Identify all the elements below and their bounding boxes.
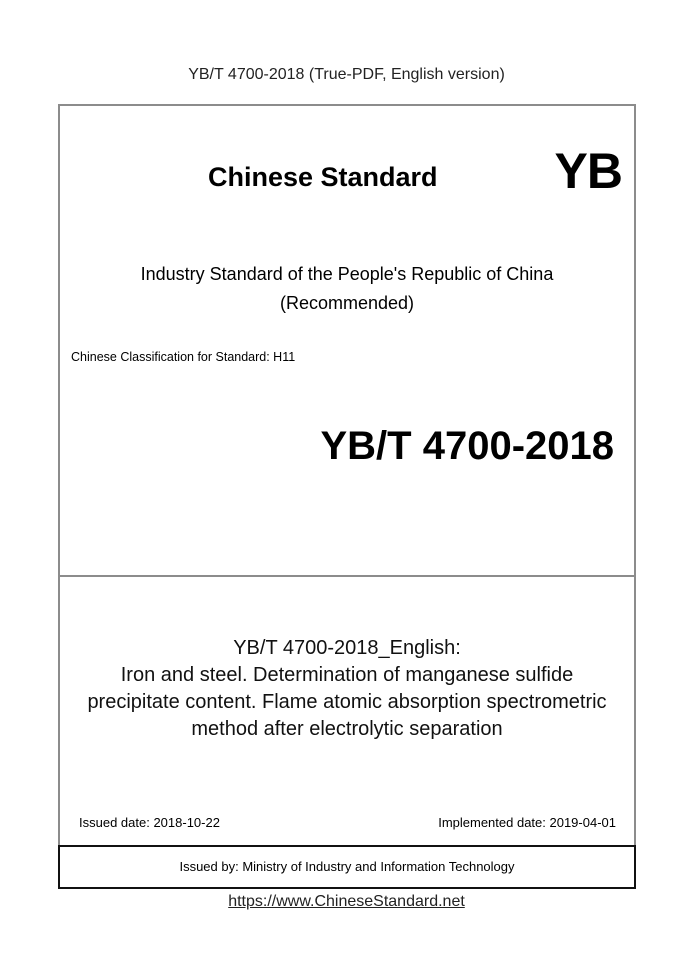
document-title-line-4: method after electrolytic separation bbox=[191, 718, 503, 740]
document-title-line-1: YB/T 4700-2018_English: bbox=[233, 637, 461, 659]
cover-middle-section bbox=[60, 577, 634, 848]
industry-line-1: Industry Standard of the People's Republic of China bbox=[140, 264, 554, 284]
document-title bbox=[60, 635, 634, 743]
standard-number: YB/T 4700-2018 bbox=[320, 424, 614, 468]
footer bbox=[0, 893, 693, 911]
classification-label: Chinese Classification for Standard: H11 bbox=[71, 350, 296, 364]
issuer-box bbox=[58, 845, 636, 889]
industry-standard-heading bbox=[60, 260, 634, 318]
website-link[interactable]: https://www.ChineseStandard.net bbox=[228, 893, 465, 910]
implemented-date: Implemented date: 2019-04-01 bbox=[438, 815, 616, 830]
issued-date: Issued date: 2018-10-22 bbox=[79, 815, 220, 830]
industry-line-2: (Recommended) bbox=[279, 293, 415, 313]
page-header: YB/T 4700-2018 (True-PDF, English version) bbox=[188, 66, 505, 83]
cover-top-section bbox=[60, 106, 634, 577]
issuer-text: Issued by: Ministry of Industry and Information Technology bbox=[179, 859, 515, 874]
document-title-line-2: Iron and steel. Determination of manganese sulfide bbox=[120, 664, 574, 686]
cover-frame bbox=[58, 104, 636, 848]
standard-mark: YB bbox=[554, 143, 622, 199]
brand-title: Chinese Standard bbox=[208, 162, 438, 192]
document-title-line-3: precipitate content. Flame atomic absorption spectrometric bbox=[87, 691, 607, 713]
